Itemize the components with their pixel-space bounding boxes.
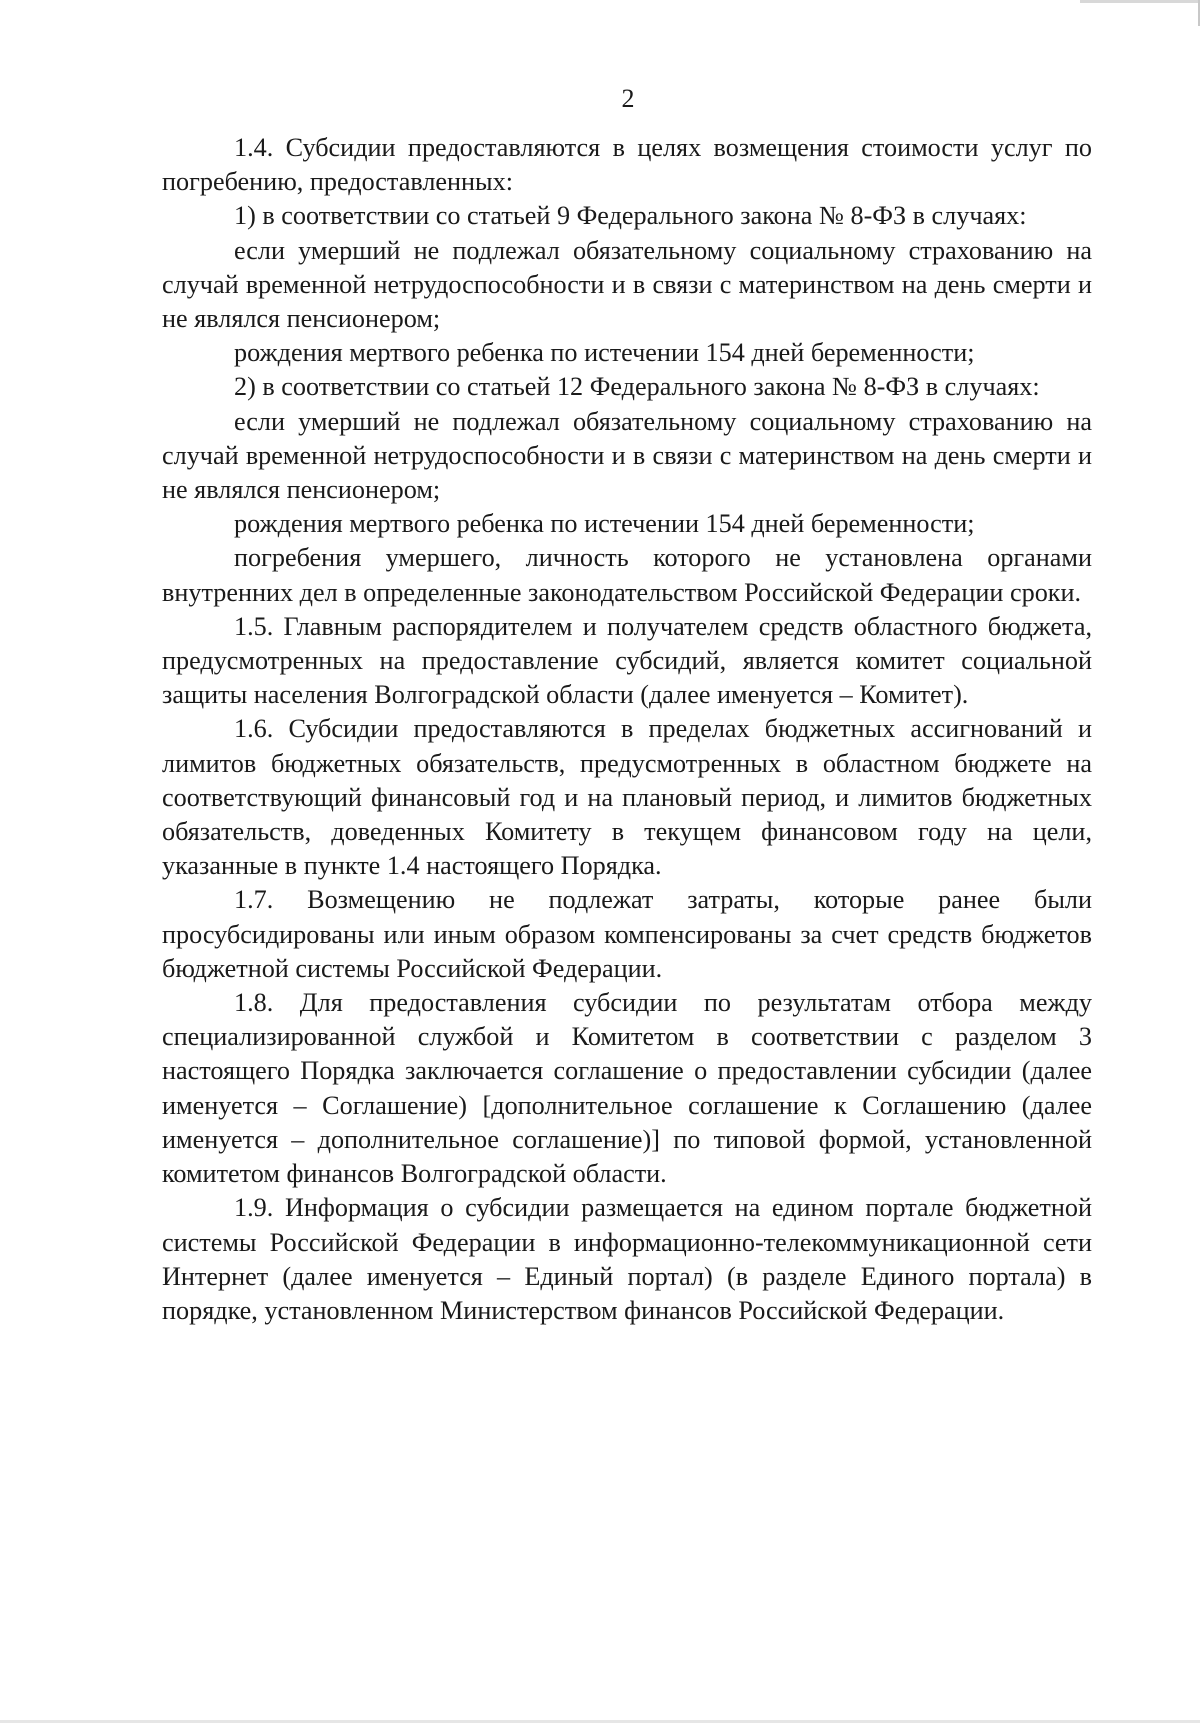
paragraph-1-5: 1.5. Главным распорядителем и получателем средств областного бюджета, предусмотренных на предоставление субсидий, является комитет социальной защиты населения Волгоградской области (далее именуется – Комитет). xyxy=(162,611,1092,710)
paragraph-1-8: 1.8. Для предоставления субсидии по результатам отбора между специализированной службой и Комитетом в соответствии с разделом 3 настоящего Порядка заключается соглашение о предоставлении субсидии (далее именуется – Соглашение) [дополнительное соглашение к Соглашению (далее именуется – дополнительное соглашение)] по типовой формой, установленной комитетом финансов Волгоградской области. xyxy=(162,988,1092,1189)
paragraph-case-not-insured-2: если умерший не подлежал обязательному социальному страхованию на случай временной нетрудоспособности и в связи с материнством на день смерти и не являлся пенсионером; xyxy=(162,406,1092,505)
paragraph-1-9: 1.9. Информация о субсидии размещается на едином портале бюджетной системы Российской Федерации в информационно-телекоммуникационной сети Интернет (далее именуется – Единый портал) (в разделе Единого портала) в порядке, установленном Министерством финансов Российской Федерации. xyxy=(162,1193,1092,1325)
paragraph-case-not-insured-1: если умерший не подлежал обязательному социальному страхованию на случай временной нетрудоспособности и в связи с материнством на день смерти и не являлся пенсионером; xyxy=(162,235,1092,334)
paragraph-item-2: 2) в соответствии со статьей 12 Федерального закона № 8-ФЗ в случаях: xyxy=(234,372,1040,402)
document-body xyxy=(162,131,1092,1328)
paragraph-1-6: 1.6. Субсидии предоставляются в пределах бюджетных ассигнований и лимитов бюджетных обязательств, предусмотренных в областном бюджете на соответствующий финансовый год и на плановый период, и лимитов бюджетных обязательств, доведенных Комитету в текущем финансовом году на цели, указанные в пункте 1.4 настоящего Порядка. xyxy=(162,714,1092,881)
page-number: 2 xyxy=(621,84,635,113)
paragraph-case-stillbirth-1: рождения мертвого ребенка по истечении 154 дней беременности; xyxy=(234,338,975,368)
paragraph-item-1: 1) в соответствии со статьей 9 Федерального закона № 8-ФЗ в случаях: xyxy=(234,201,1027,231)
paragraph-1-4: 1.4. Субсидии предоставляются в целях возмещения стоимости услуг по погребению, предоставленных: xyxy=(162,133,1092,197)
paragraph-1-7: 1.7. Возмещению не подлежат затраты, которые ранее были просубсидированы или иным образом компенсированы за счет средств бюджетов бюджетной системы Российской Федерации. xyxy=(162,885,1092,983)
scan-edge-top xyxy=(1080,0,1200,3)
paragraph-case-stillbirth-2: рождения мертвого ребенка по истечении 154 дней беременности; xyxy=(234,509,975,539)
paragraph-case-unidentified: погребения умершего, личность которого не установлена органами внутренних дел в определенные законодательством Российской Федерации сроки. xyxy=(162,543,1092,607)
